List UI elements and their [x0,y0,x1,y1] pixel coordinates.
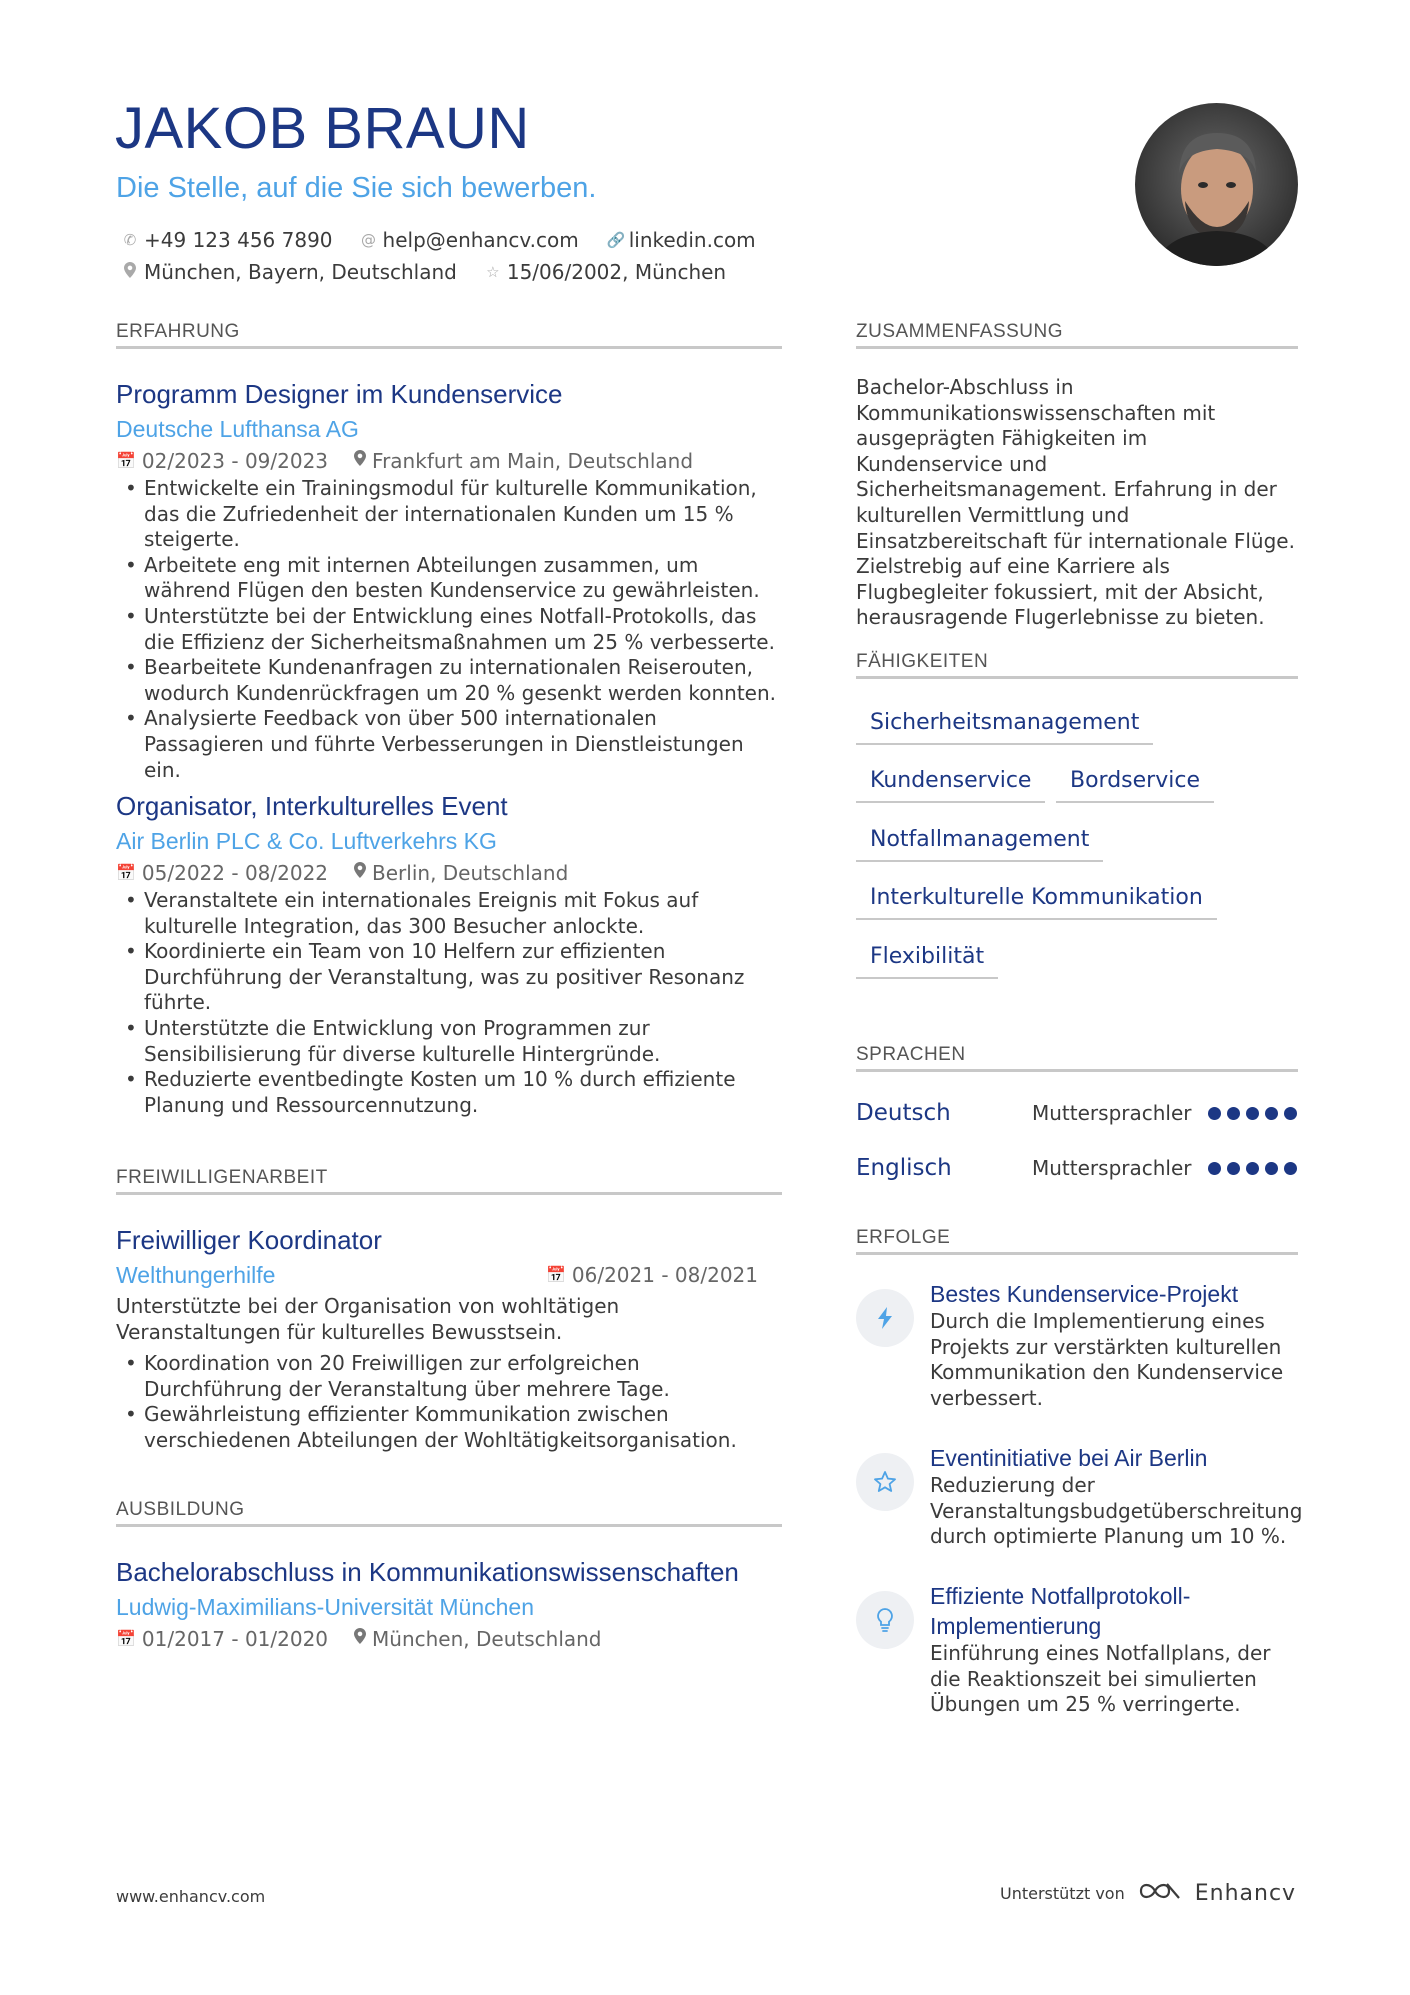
language-name: Deutsch [856,1100,951,1126]
rating-dot [1265,1107,1278,1120]
location-pin-icon [354,858,366,888]
language-rating [1208,1162,1297,1175]
section-header-achievements: ERFOLGE [856,1227,1298,1255]
section-header-skills: FÄHIGKEITEN [856,651,1298,679]
education-location: München, Deutschland [372,1627,602,1651]
email-text[interactable]: help@enhancv.com [382,228,579,252]
rating-dot [1246,1162,1259,1175]
calendar-icon: 📅 [116,863,136,882]
achievement-title: Bestes Kundenservice-Projekt [930,1281,1239,1307]
list-item: • Entwickelte ein Trainingsmodul für kulturelle Kommunikation, das die Zufriedenheit der internationalen Kunden um 15 % steigerte. [116,476,782,553]
school-name: Ludwig-Maximilians-Universität München [116,1594,534,1620]
link-icon: 🔗 [606,231,626,249]
skill-tag: Sicherheitsmanagement [856,710,1153,745]
bolt-icon [856,1289,914,1347]
skill-tag: Flexibilität [856,944,998,979]
volunteer-bullets [116,1351,782,1453]
linkedin-item[interactable] [607,228,756,252]
volunteer-org: Welthungerhilfe [116,1262,276,1288]
lightbulb-icon [856,1591,914,1649]
star-icon [856,1453,914,1511]
section-header-education: AUSBILDUNG [116,1499,782,1527]
list-item: • Koordinierte ein Team von 10 Helfern zur effizienten Durchführung der Veranstaltung, was zu positiver Resonanz führte. [116,939,782,1016]
phone-icon: ✆ [123,231,137,249]
location-text: München, Bayern, Deutschland [144,260,457,284]
powered-by-text: Unterstützt von [1000,1883,1125,1903]
enhancv-logo-icon [1137,1878,1183,1908]
birth-item [485,260,726,284]
list-item: • Unterstützte bei der Entwicklung eines Notfall-Protokolls, das die Effizienz der Sicherheitsmaßnahmen um 25 % verbesserte. [116,604,782,655]
profile-photo [1135,103,1298,266]
job-meta [116,858,782,888]
achievement-title: Effiziente Notfallprotokoll-Implementierung [930,1583,1191,1639]
location-pin-icon [354,1624,366,1654]
company-name: Air Berlin PLC & Co. Luftverkehrs KG [116,828,497,854]
location-pin-icon [354,446,366,476]
language-row [856,1096,1298,1130]
list-item: • Arbeitete eng mit internen Abteilungen zusammen, um während Flügen den besten Kundenservice zu gewährleisten. [116,553,782,604]
phone-text: +49 123 456 7890 [144,228,333,252]
achievement-text: Durch die Implementierung eines Projekts zur verstärkten kulturellen Kommunikation den Kundenservice verbessert. [930,1309,1284,1410]
footer-website[interactable]: www.enhancv.com [116,1887,266,1906]
at-icon: @ [361,231,377,249]
rating-dot [1227,1107,1240,1120]
section-header-languages: SPRACHEN [856,1044,1298,1072]
skill-tag: Interkulturelle Kommunikation [856,885,1217,920]
job-dates: 05/2022 - 08/2022 [141,861,329,885]
job-dates: 02/2023 - 09/2023 [141,449,329,473]
degree-title: Bachelorabschluss in Kommunikationswissenschaften [116,1557,739,1587]
phone-item [122,228,333,252]
section-header-experience: ERFAHRUNG [116,321,782,349]
achievement-title: Eventinitiative bei Air Berlin [930,1445,1208,1471]
education-entry [116,1554,782,1654]
contact-info [122,224,842,288]
list-item: • Gewährleistung effizienter Kommunikation zwischen verschiedenen Abteilungen der Wohltätigkeitsorganisation. [116,1402,782,1453]
footer-branding [1000,1878,1296,1908]
rating-dot [1208,1162,1221,1175]
education-meta [116,1624,782,1654]
target-role: Die Stelle, auf die Sie sich bewerben. [116,172,597,204]
rating-dot [1208,1107,1221,1120]
company-name: Deutsche Lufthansa AG [116,416,359,442]
language-rating [1208,1107,1297,1120]
achievement-text: Einführung eines Notfallplans, der die Reaktionszeit bei simulierten Übungen um 25 % verringerte. [930,1641,1271,1717]
calendar-icon: 📅 [116,1629,136,1648]
job-location: Frankfurt am Main, Deutschland [372,449,694,473]
linkedin-text[interactable]: linkedin.com [628,228,756,252]
location-pin-icon [122,262,138,282]
volunteer-title: Freiwilliger Koordinator [116,1225,382,1255]
language-level: Muttersprachler [1032,1101,1192,1125]
language-row [856,1151,1298,1185]
calendar-icon: 📅 [116,451,136,470]
brand-name: Enhancv [1194,1880,1297,1906]
rating-dot [1246,1107,1259,1120]
list-item: • Reduzierte eventbedingte Kosten um 10 % durch effiziente Planung und Ressourcennutzung. [116,1067,782,1118]
list-item: • Veranstaltete ein internationales Ereignis mit Fokus auf kulturelle Integration, das 300 Besucher anlockte. [116,888,782,939]
volunteer-dates: 06/2021 - 08/2021 [571,1263,758,1287]
calendar-icon: 📅 [545,1265,566,1284]
job-title: Organisator, Interkulturelles Event [116,791,508,821]
list-item: • Unterstützte die Entwicklung von Programmen zur Sensibilisierung für diverse kulturelle Hintergründe. [116,1016,782,1067]
birth-text: 15/06/2002, München [506,260,727,284]
language-level: Muttersprachler [1032,1156,1192,1180]
volunteer-entry [116,1222,782,1454]
achievement-text: Reduzierung der Veranstaltungsbudgetüberschreitung durch optimierte Planung um 10 %. [930,1473,1303,1549]
list-item: • Bearbeitete Kundenanfragen zu internationalen Reiserouten, wodurch Kundenrückfragen um 20 % gesenkt werden konnten. [116,655,782,706]
skill-tag: Bordservice [1056,768,1214,803]
rating-dot [1265,1162,1278,1175]
job-bullets [116,888,782,1118]
section-header-volunteer: FREIWILLIGENARBEIT [116,1167,782,1195]
experience-entry [116,376,782,783]
experience-entry [116,788,782,1118]
language-name: Englisch [856,1155,952,1181]
job-meta [116,446,782,476]
job-location: Berlin, Deutschland [372,861,569,885]
job-bullets [116,476,782,783]
job-title: Programm Designer im Kundenservice [116,379,563,409]
section-header-summary: ZUSAMMENFASSUNG [856,321,1298,349]
summary-text: Bachelor-Abschluss in Kommunikationswissenschaften mit ausgeprägten Fähigkeiten im Kundenservice und Sicherheitsmanagement. Erfahrung in der kulturellen Vermittlung und Einsatzbereitschaft für internationale Flüge. Zielstrebig auf eine Karriere als Flugbegleiter fokussiert, mit der Absicht, herausragende Flugerlebnisse zu bieten. [856,375,1295,630]
location-item [122,260,457,284]
list-item: • Analysierte Feedback von über 500 internationalen Passagieren und führte Verbesserungen in Dienstleistungen ein. [116,706,782,783]
star-outline-icon: ☆ [486,263,500,281]
candidate-name: JAKOB BRAUN [115,96,530,161]
rating-dot [1284,1162,1297,1175]
list-item: • Koordination von 20 Freiwilligen zur erfolgreichen Durchführung der Veranstaltung über mehrere Tage. [116,1351,782,1402]
rating-dot [1227,1162,1240,1175]
skill-tag: Kundenservice [856,768,1045,803]
volunteer-description: Unterstützte bei der Organisation von wohltätigen Veranstaltungen für kulturelles Bewusstsein. [116,1294,620,1344]
skill-tag: Notfallmanagement [856,827,1103,862]
rating-dot [1284,1107,1297,1120]
email-item[interactable] [361,228,579,252]
education-dates: 01/2017 - 01/2020 [141,1627,329,1651]
